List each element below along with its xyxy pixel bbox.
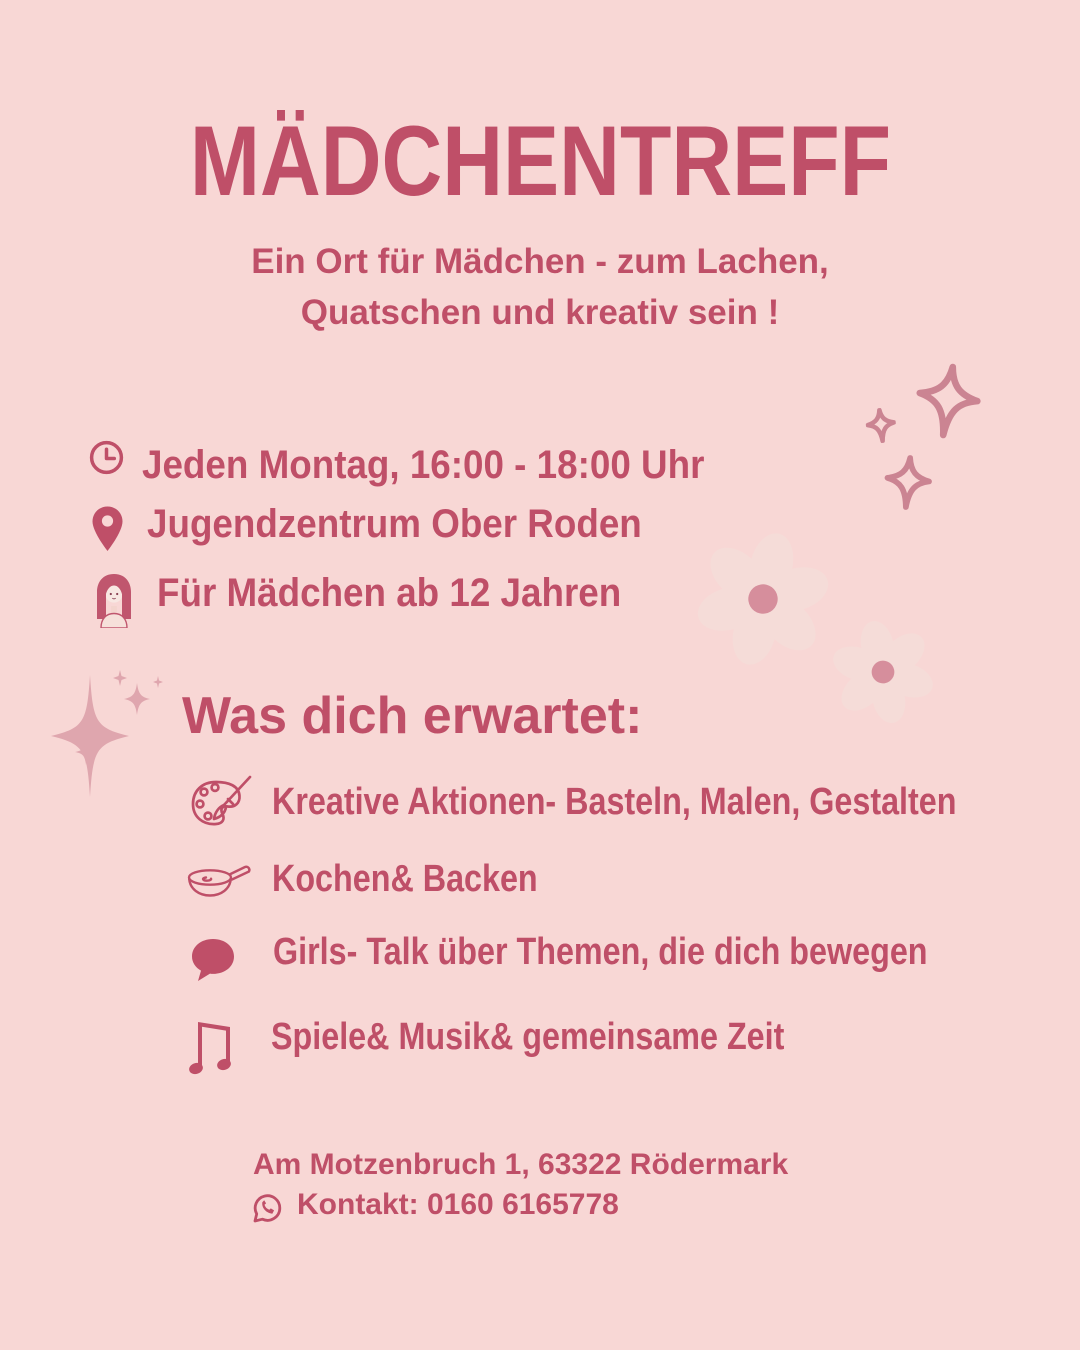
sparkle-outline-medium-icon (881, 453, 936, 512)
paint-palette-icon (186, 773, 256, 832)
sparkle-outline-small-icon (864, 407, 897, 445)
location-pin-icon (90, 505, 125, 553)
flower-large-icon (678, 514, 848, 684)
sparkle-outline-large-icon (910, 358, 986, 444)
header (0, 105, 1080, 216)
subtitle (0, 236, 1080, 338)
address: Am Motzenbruch 1, 63322 Rödermark (253, 1148, 789, 1181)
info-location: Jugendzentrum Ober Roden (147, 502, 642, 546)
expect-item-girlstalk: Girls- Talk über Themen, die dich bewegen (273, 931, 928, 973)
speech-bubble-icon (188, 935, 238, 983)
contact: Kontakt: 0160 6165778 (297, 1188, 619, 1221)
page-title: MÄDCHENTREFF (189, 105, 891, 216)
music-notes-icon (186, 1018, 236, 1076)
clock-icon (88, 439, 125, 476)
sparkle-cluster-icon (38, 660, 168, 820)
frying-pan-icon (186, 862, 252, 897)
subtitle-line-1: Ein Ort für Mädchen - zum Lachen, (251, 242, 829, 281)
girl-avatar-icon (93, 572, 135, 628)
flower-small-icon (819, 608, 947, 736)
expect-item-creative: Kreative Aktionen- Basteln, Malen, Gestalten (272, 781, 957, 823)
subtitle-line-2: Quatschen und kreativ sein ! (300, 293, 780, 332)
info-schedule: Jeden Montag, 16:00 - 18:00 Uhr (142, 443, 705, 487)
section-heading: Was dich erwartet: (182, 687, 643, 745)
whatsapp-icon (250, 1191, 285, 1226)
info-age: Für Mädchen ab 12 Jahren (157, 571, 622, 615)
expect-item-games: Spiele& Musik& gemeinsame Zeit (271, 1016, 785, 1058)
expect-item-cooking: Kochen& Backen (272, 858, 538, 900)
